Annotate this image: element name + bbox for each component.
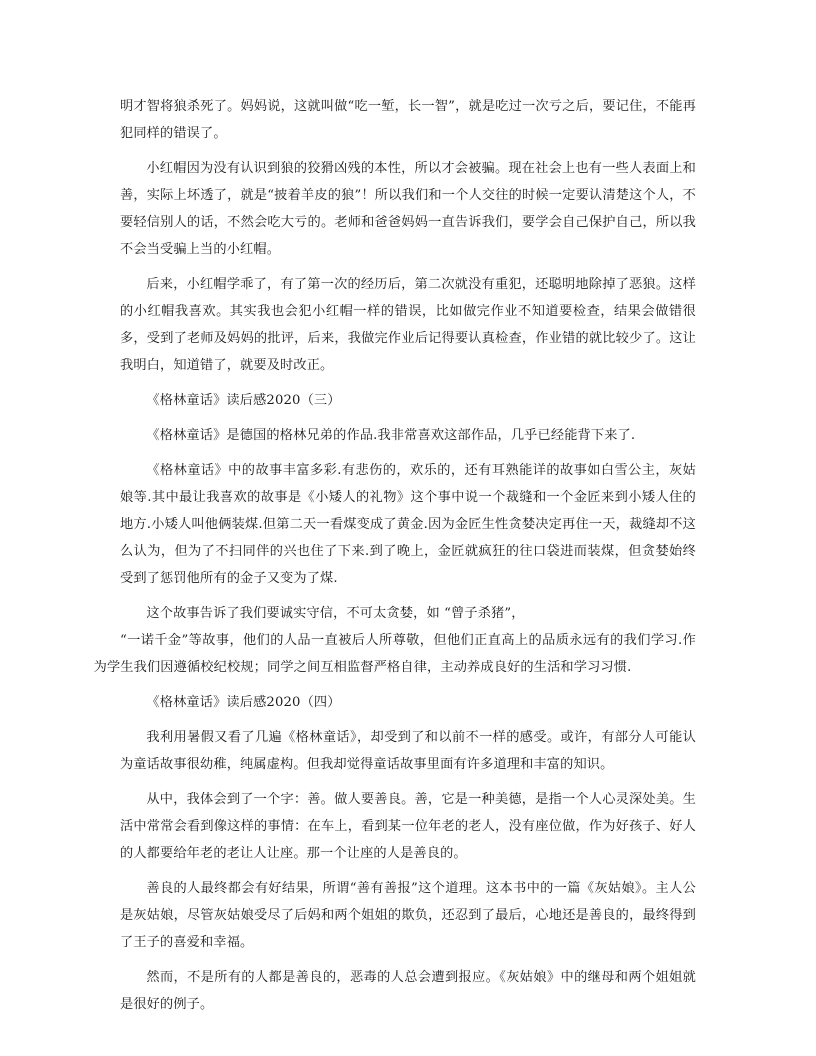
paragraph: 我利用暑假又看了几遍《格林童话》，却受到了和以前不一样的感受。或许，有部分人可能认为童话故事很幼稚，纯属虚构。但我却觉得童话故事里面有许多道理和丰富的知识。: [120, 730, 696, 772]
paragraph-continued: 明才智将狼杀死了。妈妈说，这就叫做“吃一堑，长一智”，就是吃过一次亏之后，要记住，不能再犯同样的错误了。: [120, 99, 696, 141]
paragraph: 然而，不是所有的人都是善良的，恶毒的人总会遭到报应。《灰姑娘》中的继母和两个姐姐就是很好的例子。: [120, 970, 696, 1012]
paragraph-two-part: [93, 600, 696, 681]
paragraph: 从中，我体会到了一个字：善。做人要善良。善，它是一种美德，是指一个人心灵深处美。生活中常常会看到像这样的事情：在车上，看到某一位年老的老人，没有座位做，作为好孩子、好人的人都要给年老的老让人让座。那一个让座的人是善良的。: [120, 792, 696, 861]
paragraph: 小红帽因为没有认识到狼的狡猾凶残的本性，所以才会被骗。现在社会上也有一些人表面上和善，实际上坏透了，就是“披着羊皮的狼”！所以我们和一个人交往的时候一定要认清楚这个人，不要轻信别人的话，不然会吃大亏的。老师和爸爸妈妈一直告诉我们，要学会自己保护自己，所以我不会当受骗上当的小红帽。: [120, 161, 696, 257]
section-heading-3: 《格林童话》读后感2020（三）: [146, 393, 341, 408]
paragraph: 《格林童话》中的故事丰富多彩.有悲伤的，欢乐的，还有耳熟能详的故事如白雪公主，灰姑娘等.其中最让我喜欢的故事是《小矮人的礼物》这个事中说一个裁缝和一个金匠来到小矮人住的地方.小矮人叫他俩装煤.但第二天一看煤变成了黄金.因为金匠生性贪婪决定再住一天，裁缝却不这么认为，但为了不扫同伴的兴也住了下来.到了晚上，金匠就疯狂的往口袋进而装煤，但贪婪始终受到了惩罚他所有的金子又变为了煤.: [120, 463, 696, 586]
paragraph: 后来，小红帽学乖了，有了第一次的经历后，第二次就没有重犯，还聪明地除掉了恶狼。这样的小红帽我喜欢。其实我也会犯小红帽一样的错误，比如做完作业不知道要检查，结果会做错很多，受到了老师及妈妈的批评，后来，我做完作业后记得要认真检查，作业错的就比较少了。这让我明白，知道错了，就要及时改正。: [120, 277, 696, 373]
section-heading-4: 《格林童话》读后感2020（四）: [146, 695, 341, 710]
paragraph: 善良的人最终都会有好结果，所谓“善有善报”这个道理。这本书中的一篇《灰姑娘》。主人公是灰姑娘，尽管灰姑娘受尽了后妈和两个姐姐的欺负，还忍到了最后，心地还是善良的，最终得到了王子的喜爱和幸福。: [120, 881, 696, 950]
paragraph-line: 这个故事告诉了我们要诚实守信，不可太贪婪，如 “曾子杀猪”，: [146, 606, 525, 621]
paragraph: 《格林童话》是德国的格林兄弟的作品.我非常喜欢这部作品，几乎已经能背下来了.: [146, 428, 636, 443]
paragraph-line: “一诺千金”等故事，他们的人品一直被后人所尊敬，但他们正直高上的品质永远有的我们学习.作为学生我们因遵循校纪校规；同学之间互相监督严格自律，主动养成良好的生活和学习习惯.: [93, 633, 696, 675]
document-body: [93, 93, 696, 1026]
